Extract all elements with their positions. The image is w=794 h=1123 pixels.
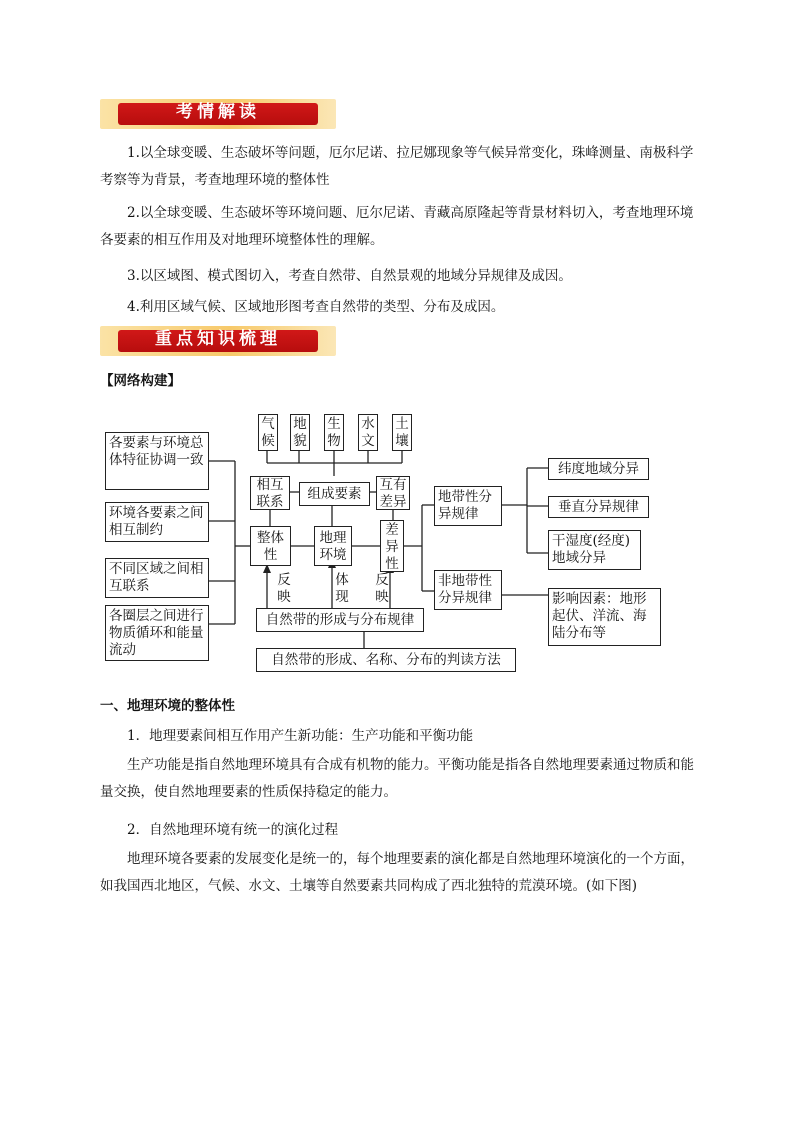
network-heading: 【网络构建】 [100, 373, 181, 389]
nonzonal-law-box: 非地带性分异规律 [434, 570, 502, 610]
element-biology: 生物 [324, 414, 344, 451]
section-banner-key-knowledge [100, 326, 336, 356]
left-box-regional-link: 不同区域之间相互联系 [105, 558, 209, 598]
element-soil: 土壤 [392, 414, 412, 451]
exam-item-1: 1.以全球变暖、生态破坏等问题，厄尔尼诺、拉尼娜现象等气候异常变化，珠峰测量、南极科学考察等为背景，考查地理环境的整体性 [100, 145, 694, 188]
point-2-body: 地理环境各要素的发展变化是统一的，每个地理要素的演化都是自然地理环境演化的一个方面，如我国西北地区，气候、水文、土壤等自然要素共同构成了西北独特的荒漠环境。(如下图) [100, 851, 694, 894]
mutual-diff-box: 互有差异 [376, 476, 410, 510]
mutual-link-box: 相互联系 [250, 476, 290, 510]
banner-title: 考情解读 [176, 102, 260, 122]
exam-item-2: 2.以全球变暖、生态破坏等环境问题、厄尔尼诺、青藏高原隆起等背景材料切入，考查地理环境各要素的相互作用及对地理环境整体性的理解。 [100, 205, 694, 248]
exam-item-4: 4.利用区域气候、区域地形图考查自然带的类型、分布及成因。 [127, 299, 505, 315]
reflect-label-2: 反映 [375, 572, 389, 605]
point-2-title: 2．自然地理环境有统一的演化过程 [127, 822, 339, 838]
method-box: 自然带的形成、名称、分布的判读方法 [256, 648, 516, 672]
components-box: 组成要素 [299, 482, 370, 506]
left-box-restriction: 环境各要素之间相互制约 [105, 502, 209, 542]
element-climate: 气候 [258, 414, 278, 451]
embody-label: 体现 [335, 572, 349, 605]
concept-diagram [100, 408, 670, 674]
left-box-sphere-cycle: 各圈层之间进行物质循环和能量流动 [105, 605, 209, 661]
humidity-box: 干湿度(经度)地域分异 [548, 530, 641, 570]
vertical-box: 垂直分异规律 [548, 496, 649, 518]
zonal-law-box: 地带性分异规律 [434, 486, 502, 526]
element-landform: 地貌 [290, 414, 310, 451]
point-1-body: 生产功能是指自然地理环境具有合成有机物的能力。平衡功能是指各自然地理要素通过物质和能量交换，使自然地理要素的性质保持稳定的能力。 [100, 757, 694, 800]
left-box-coordination: 各要素与环境总体特征协调一致 [105, 432, 209, 490]
element-hydrology: 水文 [358, 414, 378, 451]
factors-box: 影响因素：地形起伏、洋流、海陆分布等 [548, 588, 661, 646]
reflect-label-1: 反映 [277, 572, 291, 605]
integrity-box: 整体性 [250, 526, 291, 566]
section-banner-exam-analysis [100, 99, 336, 129]
latitude-box: 纬度地域分异 [548, 458, 649, 480]
exam-item-3: 3.以区域图、模式图切入，考查自然带、自然景观的地域分异规律及成因。 [127, 268, 572, 284]
point-1-title: 1．地理要素间相互作用产生新功能：生产功能和平衡功能 [127, 728, 474, 744]
banner-title: 重点知识梳理 [155, 329, 281, 349]
difference-box: 差异性 [380, 520, 404, 572]
heading-integrity: 一、地理环境的整体性 [100, 698, 235, 714]
geo-environment-box: 地理环境 [314, 526, 352, 566]
formation-box: 自然带的形成与分布规律 [256, 608, 424, 632]
